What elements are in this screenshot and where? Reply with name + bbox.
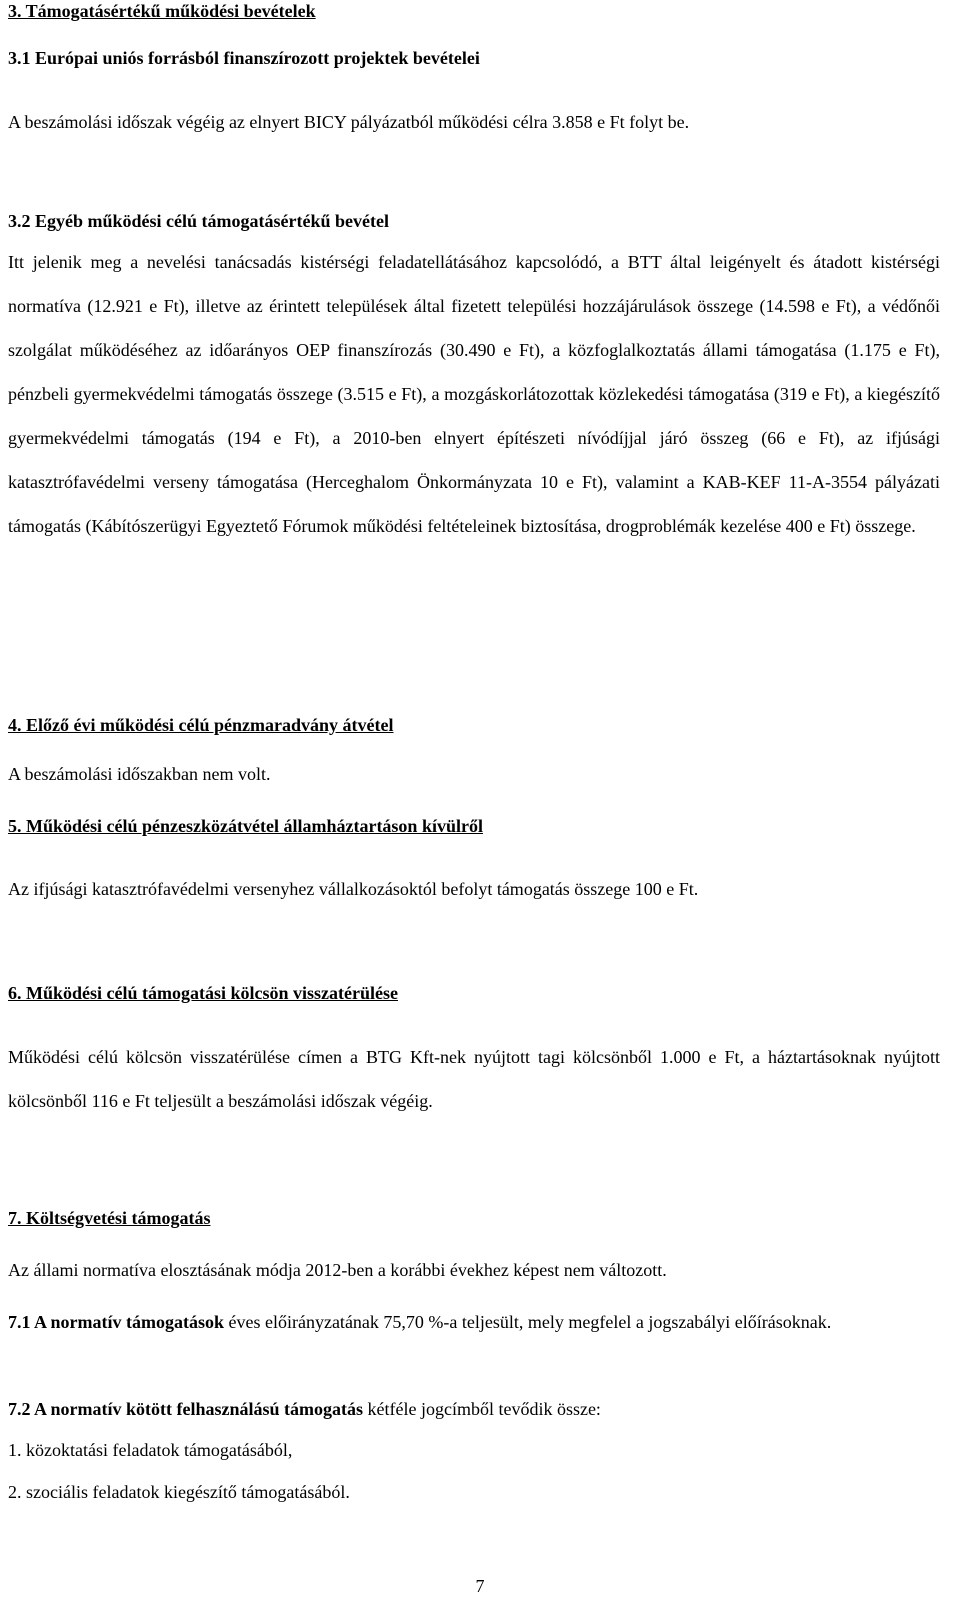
section-7-2-paragraph [8, 1398, 940, 1421]
list-item: 2. szociális feladatok kiegészítő támogatásából. [8, 1482, 350, 1502]
section-3-2-paragraph: Itt jelenik meg a nevelési tanácsadás kistérségi feladatellátásához kapcsolódó, a BTT által leigényelt és átadott kistérségi normatíva (12.921 e Ft), illetve az érintett települések által fizetett települési hozzájárulások összege (14.598 e Ft), a védőnői szolgálat működéséhez az időarányos OEP finanszírozás (30.490 e Ft), a közfoglalkoztatás állami támogatása (1.175 e Ft), pénzbeli gyermekvédelmi támogatás összege (3.515 e Ft), a mozgáskorlátozottak közlekedési támogatása (319 e Ft), a kiegészítő gyermekvédelmi támogatás (194 e Ft), a 2010-ben elnyert építészeti nívódíjjal járó összeg (66 e Ft), az ifjúsági katasztrófavédelmi verseny támogatása (Herceghalom Önkormányzata 10 e Ft), valamint a KAB-KEF 11-A-3554 pályázati támogatás (Kábítószerügyi Egyeztető Fórumok működési feltételeinek biztosítása, drogproblémák kezelése 400 e Ft) összege. [8, 252, 940, 536]
section-6-paragraph: Működési célú kölcsön visszatérülése címen a BTG Kft-nek nyújtott tagi kölcsönből 1.000 e Ft, a háztartásoknak nyújtott kölcsönből 116 e Ft teljesült a beszámolási időszak végéig. [8, 1047, 940, 1111]
section-4-paragraph: A beszámolási időszakban nem volt. [8, 764, 271, 784]
section-5-paragraph: Az ifjúsági katasztrófavédelmi versenyhez vállalkozásoktól befolyt támogatás összege 100 e Ft. [8, 879, 699, 899]
section-3-2-heading: 3.2 Egyéb működési célú támogatásértékű bevétel [8, 211, 389, 231]
section-7-paragraph: Az állami normatíva elosztásának módja 2012-ben a korábbi évekhez képest nem változott. [8, 1260, 667, 1280]
section-6-heading: 6. Működési célú támogatási kölcsön visszatérülése [8, 983, 398, 1003]
section-4-heading: 4. Előző évi működési célú pénzmaradvány átvétel [8, 715, 394, 735]
list-item: 1. közoktatási feladatok támogatásából, [8, 1440, 293, 1460]
section-7-2-text: kétféle jogcímből tevődik össze: [363, 1399, 601, 1419]
section-7-1-lead: 7.1 A normatív támogatások [8, 1312, 224, 1332]
section-7-2-lead: 7.2 A normatív kötött felhasználású támogatás [8, 1399, 363, 1419]
section-5-heading: 5. Működési célú pénzeszközátvétel államháztartáson kívülről [8, 816, 483, 836]
section-3-heading: 3. Támogatásértékű működési bevételek [8, 1, 316, 21]
section-3-1-heading: 3.1 Európai uniós forrásból finanszírozott projektek bevételei [8, 48, 480, 68]
section-7-heading: 7. Költségvetési támogatás [8, 1208, 211, 1228]
page-number: 7 [475, 1576, 485, 1596]
section-7-1-paragraph [8, 1300, 940, 1344]
section-7-1-text: éves előirányzatának 75,70 %-a teljesült, mely megfelel a jogszabályi előírásoknak. [224, 1312, 832, 1332]
section-3-1-paragraph: A beszámolási időszak végéig az elnyert BICY pályázatból működési célra 3.858 e Ft folyt be. [8, 112, 690, 132]
